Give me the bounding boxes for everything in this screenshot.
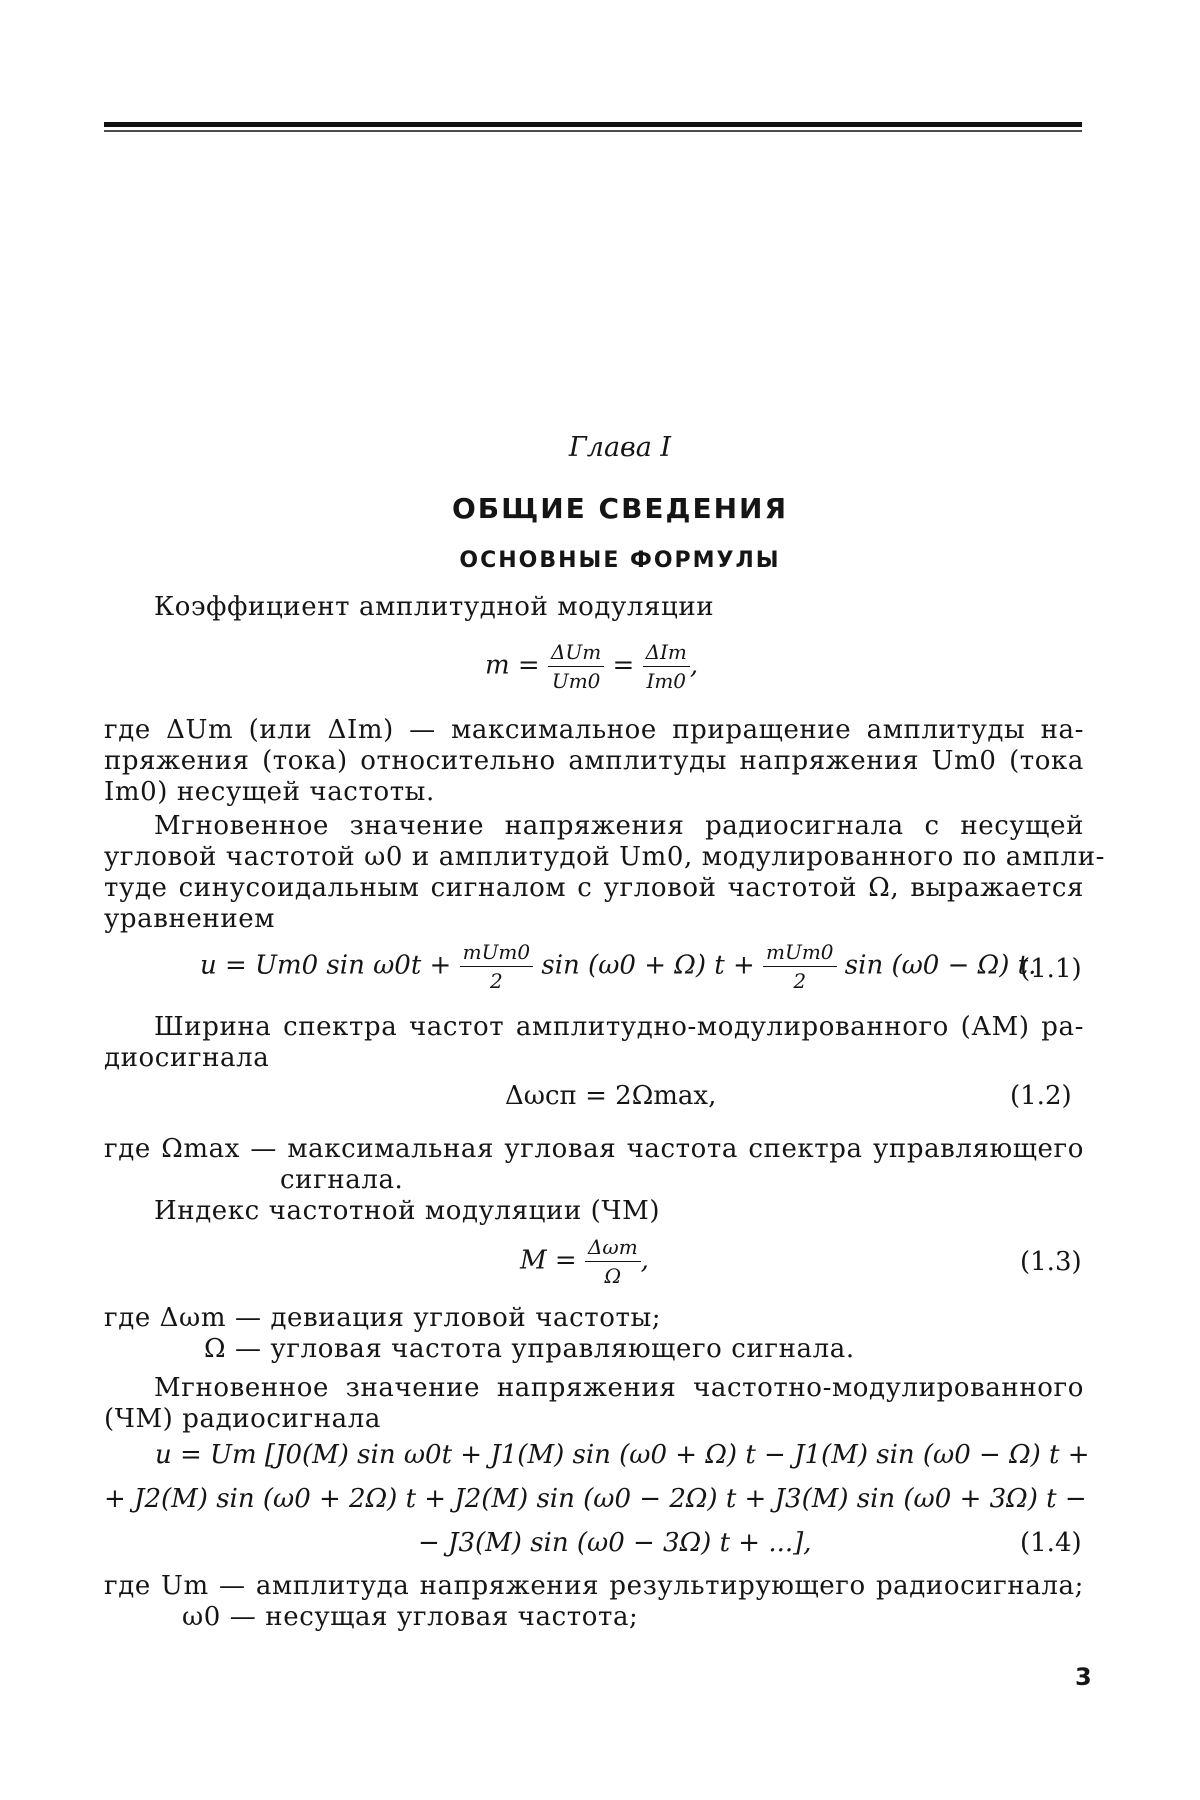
paragraph-line: Ширина спектра частот амплитудно-модулированного (АМ) ра- xyxy=(154,1012,1084,1042)
fraction xyxy=(460,940,534,993)
top-rule xyxy=(104,122,1082,127)
fraction-denominator: 2 xyxy=(490,969,503,993)
paragraph-line: где Um — амплитуда напряжения результирующего радиосигнала; xyxy=(104,1571,1084,1601)
fraction-numerator: ΔUm xyxy=(548,640,604,667)
formula-1-4-line3: − J3(M) sin (ω0 − 3Ω) t + ...], xyxy=(418,1528,812,1558)
formula-modulation-coefficient xyxy=(485,640,698,693)
formula-operator: = xyxy=(612,650,635,681)
paragraph-line: Ω — угловая частота управляющего сигнала. xyxy=(204,1334,855,1364)
paragraph-line: Im0) несущей частоты. xyxy=(104,777,435,807)
paragraph-line: туде синусоидальным сигналом с угловой частотой Ω, выражается xyxy=(104,873,1084,903)
fraction-denominator: Im0 xyxy=(646,669,687,693)
formula-1-4-line2: + J2(M) sin (ω0 + 2Ω) t + J2(M) sin (ω0 − 2Ω) t + J3(M) sin (ω0 + 3Ω) t − xyxy=(104,1484,1087,1514)
paragraph-line: Мгновенное значение напряжения частотно-модулированного xyxy=(154,1373,1084,1403)
fraction xyxy=(585,1235,641,1288)
paragraph-line: Мгновенное значение напряжения радиосигнала с несущей xyxy=(154,811,1084,841)
formula-punct: , xyxy=(689,650,699,681)
formula-1-2: Δωсп = 2Ωmax, xyxy=(505,1081,717,1111)
paragraph-line: (ЧМ) радиосигнала xyxy=(104,1404,381,1434)
fraction-denominator: 2 xyxy=(793,969,807,993)
chapter-label: Глава I xyxy=(568,432,672,463)
top-rule-thin xyxy=(104,130,1082,132)
formula-punct: , xyxy=(640,1245,649,1276)
equation-number: (1.3) xyxy=(1020,1247,1082,1277)
paragraph-line: где ΔUm (или ΔIm) — максимальное приращение амплитуды на- xyxy=(104,715,1084,745)
formula-lhs: m = xyxy=(485,650,540,681)
equation-number: (1.2) xyxy=(1010,1081,1072,1111)
paragraph-line: где Ωmax — максимальная угловая частота спектра управляющего xyxy=(104,1134,1084,1164)
fraction-numerator: ΔIm xyxy=(643,640,690,667)
formula-part: u = Um0 sin ω0t + xyxy=(200,950,452,981)
paragraph-line: ω0 — несущая угловая частота; xyxy=(182,1602,639,1632)
fraction xyxy=(643,640,690,693)
paragraph-line: Индекс частотной модуляции (ЧМ) xyxy=(154,1196,661,1226)
formula-part: sin (ω0 − Ω) t. xyxy=(844,950,1037,981)
fraction-numerator: Δωm xyxy=(585,1235,641,1262)
fraction xyxy=(548,640,604,693)
page-number: 3 xyxy=(1075,1663,1092,1691)
paragraph-line: Коэффициент амплитудной модуляции xyxy=(154,592,715,622)
paragraph-line: угловой частотой ω0 и амплитудой Um0, модулированного по ампли- xyxy=(104,842,1106,872)
paragraph-line: пряжения (тока) относительно амплитуды напряжения Um0 (тока xyxy=(104,746,1085,776)
section-subtitle: ОСНОВНЫЕ ФОРМУЛЫ xyxy=(459,548,781,573)
paragraph-line: уравнением xyxy=(104,904,276,934)
equation-number: (1.4) xyxy=(1020,1528,1082,1558)
formula-1-4-line1: u = Um [J0(M) sin ω0t + J1(M) sin (ω0 + Ω) t − J1(M) sin (ω0 − Ω) t + xyxy=(155,1440,1090,1470)
fraction-numerator: mUm0 xyxy=(460,940,534,967)
fraction-numerator: mUm0 xyxy=(763,940,837,967)
fraction xyxy=(763,940,837,993)
paragraph-line: диосигнала xyxy=(104,1043,270,1073)
formula-1-3 xyxy=(520,1235,649,1288)
section-title: ОБЩИЕ СВЕДЕНИЯ xyxy=(451,492,789,525)
fraction-denominator: Um0 xyxy=(551,669,601,693)
paragraph-line: где Δωm — девиация угловой частоты; xyxy=(104,1303,662,1333)
formula-lhs: M = xyxy=(520,1245,577,1276)
paragraph-line: сигнала. xyxy=(280,1165,404,1195)
fraction-denominator: Ω xyxy=(604,1264,622,1288)
formula-1-1 xyxy=(200,940,1036,993)
formula-part: sin (ω0 + Ω) t + xyxy=(541,950,755,981)
equation-number: (1.1) xyxy=(1020,954,1082,984)
